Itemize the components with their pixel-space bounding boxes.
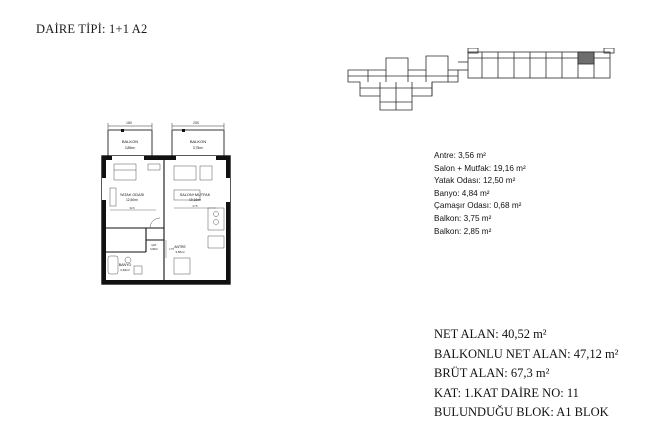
svg-text:320: 320: [129, 206, 135, 210]
svg-text:250: 250: [193, 121, 199, 125]
svg-text:3,56m²: 3,56m²: [175, 250, 185, 254]
summary-brut-alan: BRÜT ALAN: 67,3 m²: [434, 366, 550, 380]
summary-net-alan: NET ALAN: 40,52 m²: [434, 327, 547, 341]
svg-text:3,85m²: 3,85m²: [124, 146, 136, 150]
svg-text:180: 180: [126, 121, 132, 125]
summary-blok: BULUNDUĞU BLOK: A1 BLOK: [434, 405, 609, 419]
svg-text:0,68m²: 0,68m²: [150, 248, 158, 251]
svg-text:ANTRE: ANTRE: [174, 245, 186, 249]
area-list-item: Yatak Odası: 12,50 m²: [434, 176, 516, 186]
svg-text:4,84m²: 4,84m²: [120, 268, 130, 272]
svg-text:19,16m²: 19,16m²: [188, 198, 202, 202]
area-list-item: Antre: 3,56 m²: [434, 151, 486, 160]
room-area-list: [434, 150, 526, 238]
svg-text:ÇM.: ÇM.: [151, 243, 157, 247]
svg-text:275: 275: [192, 204, 198, 208]
block-key-plan: [340, 48, 620, 120]
area-list-item: Salon + Mutfak: 19,16 m²: [434, 163, 526, 173]
svg-text:12,50m²: 12,50m²: [125, 198, 139, 202]
svg-text:YATAK ODASI: YATAK ODASI: [119, 193, 145, 197]
svg-text:BALKON: BALKON: [121, 139, 139, 144]
area-list-item: Balkon: 2,85 m²: [434, 226, 492, 236]
area-summary: [434, 325, 618, 423]
floor-plan-drawing: [96, 118, 262, 296]
svg-text:BALKON: BALKON: [189, 139, 207, 144]
area-list-item: Çamaşır Odası: 0,68 m²: [434, 201, 522, 211]
area-list-item: Balkon: 3,75 m²: [434, 213, 492, 223]
svg-text:SALON+MUTFAK: SALON+MUTFAK: [179, 193, 211, 197]
area-list-item: Banyo: 4,84 m²: [434, 188, 490, 198]
summary-kat-daire-no: KAT: 1.KAT DAİRE NO: 11: [434, 385, 579, 400]
svg-text:175: 175: [169, 247, 175, 251]
highlighted-unit-marker: [578, 52, 594, 64]
summary-balkonlu-net-alan: BALKONLU NET ALAN: 47,12 m²: [434, 346, 619, 361]
page-title: DAİRE TİPİ: 1+1 A2: [36, 22, 148, 36]
svg-text:BANYO: BANYO: [118, 263, 132, 267]
svg-text:3,75m²: 3,75m²: [192, 146, 204, 150]
